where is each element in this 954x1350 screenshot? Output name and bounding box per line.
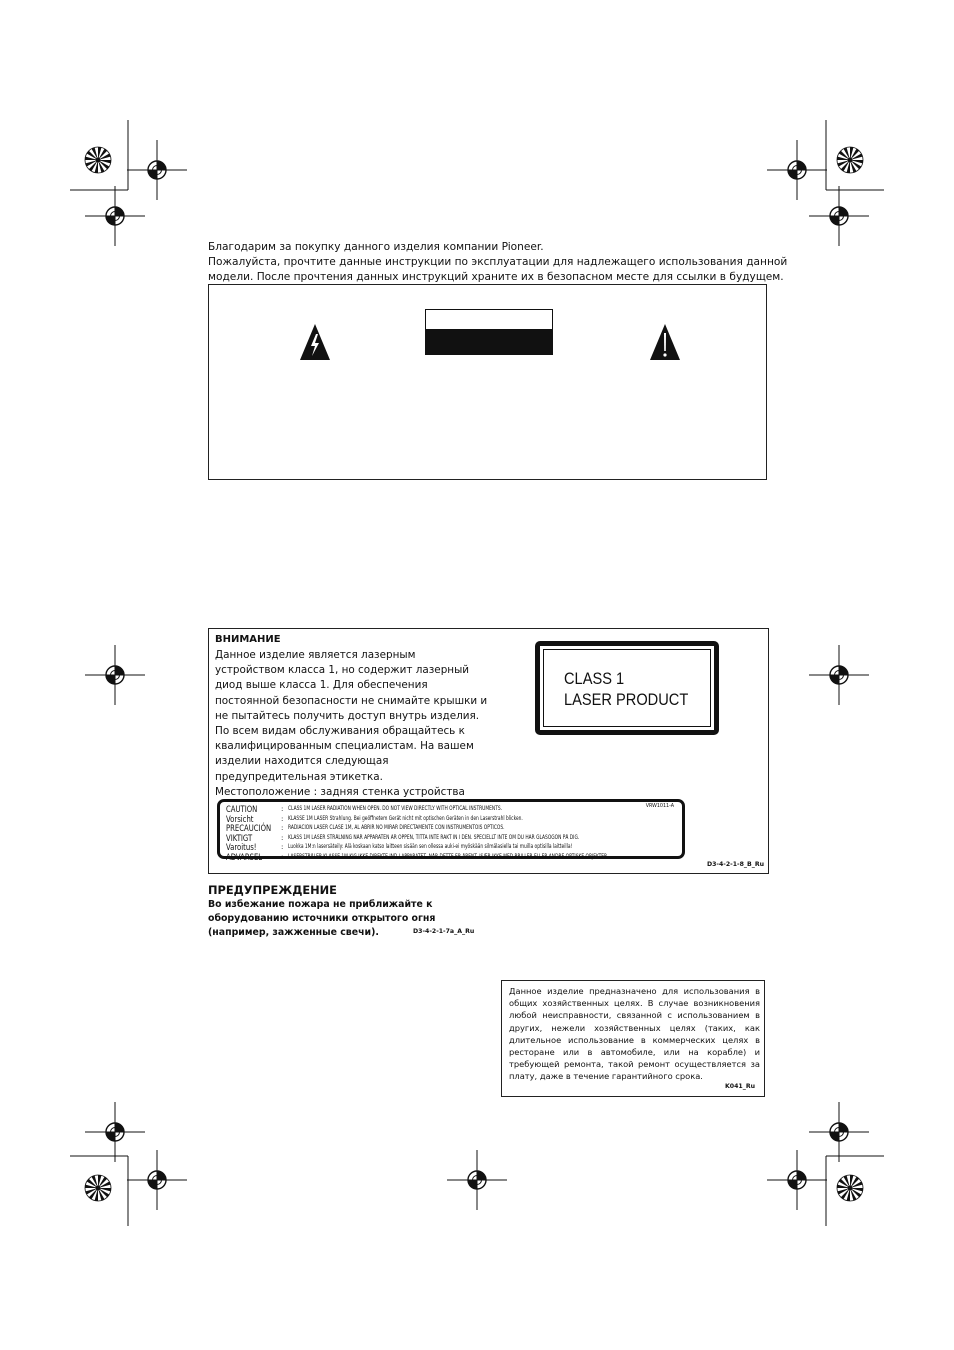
laser-caution-box: [208, 628, 769, 874]
laser-caution-text: [215, 648, 488, 800]
safety-symbols-box: [208, 284, 767, 480]
laser-line: изделии находится следующая: [215, 755, 389, 768]
warning-row-text: CLASS 1M LASER RADIATION WHEN OPEN. DO NOT VIEW DIRECTLY WITH OPTICAL INSTRUMENTS.: [288, 805, 503, 812]
warning-row-text: Luokka 1M:n lasersäteily: Älä koskaan katso laitteen sisään sen ollessa auki-ei myöskään silmälasiella tai muilla optisilla laitteilla!: [288, 843, 573, 850]
exclamation-warning-icon: [649, 323, 681, 361]
class1-line: CLASS 1: [564, 669, 625, 688]
laser-line: Данное изделие является лазерным: [215, 649, 416, 661]
warning-row-lang: PRECAUCIÓN: [226, 823, 272, 833]
class1-line: LASER PRODUCT: [564, 690, 689, 709]
fire-warning-line: оборудованию источники открытого огня: [208, 913, 436, 924]
warning-row-lang: Vorsicht: [226, 813, 254, 824]
laser-warning-label: VRW1011-A CAUTION : CLASS 1M LASER RADIATION WHEN OPEN. DO NOT VIEW DIRECTLY WITH OPTICAL INSTRUMENTS. Vorsicht : KLASSE 1M LASER Strahlung. Bei geöffnetem Gerät nicht mit optischen Geräten in den Laserstrahl blicken. PRECAUCIÓN : RADIACIÓN LASER CLASE 1M, AL ABRIR NO MIRAR DIRECTAMENTE CON INSTRUMENTOIS ÓPTICOS. VIKTIGT : KLASS 1M LASER STRÅLNING NÄR APPARATEN ÄR ÖPPEN, TITTA INTE RAKT IN I DEN. SPECIELLT INTE OM DU HAR GLASÖGON PÅ DIG. Varoitus! : Luokka 1M:n lasersäteily: Älä koskaan katso laitteen sisään sen ollessa auki-ei myöskään silmälasiella tai muilla optisilla laitteilla! ADVARSEL : LASERSTRÅLER KLASSE 1M KIG IKKE DIREKTE IND I APPARATET, NÅR DETTE ER ÅBENT. ISÆR IKKE MED BRILLER ELLER ANDRE OPTISKE OBJEKTER.: [217, 799, 685, 859]
fire-warning-code: D3-4-2-1-7a_A_Ru: [413, 928, 475, 935]
lightning-warning-icon: [299, 323, 331, 361]
registration-mark: [447, 1150, 507, 1210]
household-use-text: Данное изделие предназначено для использования в общих хозяйственных целях. В случае возникновения любой неисправности, связанной с использованием в других, нежели хозяйственных целях (таких, как длительное использование в коммерческих целях в ресторане или в автомобиле, или на корабле) и требующей ремонта, такой ремонт осуществляется за плату, даже в течение гарантийного срока.: [509, 986, 760, 1082]
class1-laser-label: [535, 641, 719, 735]
fire-warning-line: Во избежание пожара не приближайте к: [208, 899, 433, 910]
registration-mark: [809, 186, 869, 246]
laser-line: не пытайтесь получить доступ внутрь изделия.: [215, 709, 480, 722]
registration-mark: [85, 645, 145, 705]
laser-line: устройством класса 1, но содержит лазерный: [215, 664, 470, 677]
household-use-box: [501, 980, 765, 1097]
warning-row-lang: Varoitus!: [226, 842, 257, 852]
intro-text: [208, 240, 788, 285]
registration-mark: [127, 1150, 187, 1210]
laser-caution-title: ВНИМАНИЕ: [215, 634, 281, 645]
registration-mark: [809, 645, 869, 705]
registration-mark: [767, 1150, 827, 1210]
laser-line: По всем видам обслуживания обращайтесь к: [215, 725, 465, 738]
laser-line: предупредительная этикетка.: [215, 770, 383, 783]
warning-row-lang: ADVARSEL: [226, 851, 263, 862]
intro-line: Благодарим за покупку данного изделия компании Pioneer.: [208, 241, 544, 253]
warning-row-text: KLASSE 1M LASER Strahlung. Bei geöffnetem Gerät nicht mit optischen Geräten in den Laserstrahl blicken.: [288, 814, 523, 822]
laser-line: Местоположение : задняя стенка устройства: [215, 785, 465, 798]
registration-mark: [85, 186, 145, 246]
warning-label-code: VRW1011-A: [645, 804, 674, 809]
warning-row-lang: CAUTION: [226, 804, 258, 814]
warning-row-text: KLASS 1M LASER STRÅLNING NÄR APPARATEN ÄR ÖPPEN, TITTA INTE RAKT IN I DEN. SPECIELLT INTE OM DU HAR GLASÖGON PÅ DIG.: [288, 833, 580, 841]
laser-line: постоянной безопасности не снимайте крышки и: [215, 694, 488, 707]
laser-doc-code: D3-4-2-1-8_B_Ru: [706, 861, 764, 868]
laser-line: квалифицированным специалистам. На вашем: [215, 740, 474, 753]
warning-row-text: RADIACIÓN LASER CLASE 1M, AL ABRIR NO MIRAR DIRECTAMENTE CON INSTRUMENTOIS ÓPTICOS.: [288, 824, 505, 831]
warning-row-lang: VIKTIGT: [226, 832, 253, 843]
intro-line: модели. После прочтения данных инструкций храните их в безопасном месте для ссылки в будущем.: [208, 271, 784, 283]
caution-label: [425, 309, 553, 355]
laser-line: диод выше класса 1. Для обеспечения: [215, 679, 428, 692]
household-use-code: K041_Ru: [725, 1083, 755, 1090]
fire-warning-title: ПРЕДУПРЕЖДЕНИЕ: [208, 883, 337, 897]
intro-line: Пожалуйста, прочтите данные инструкции по эксплуатации для надлежащего использования данной: [208, 256, 788, 268]
fire-warning-text: [208, 898, 435, 940]
warning-row-text: LASERSTRÅLER KLASSE 1M KIG IKKE DIREKTE IND I APPARATET, NÅR DETTE ER ÅBENT. ISÆR IKKE MED BRILLER ELLER ANDRE OPTISKE OBJEKTER.: [288, 852, 609, 860]
fire-warning-line: (например, зажженные свечи).: [208, 927, 379, 938]
